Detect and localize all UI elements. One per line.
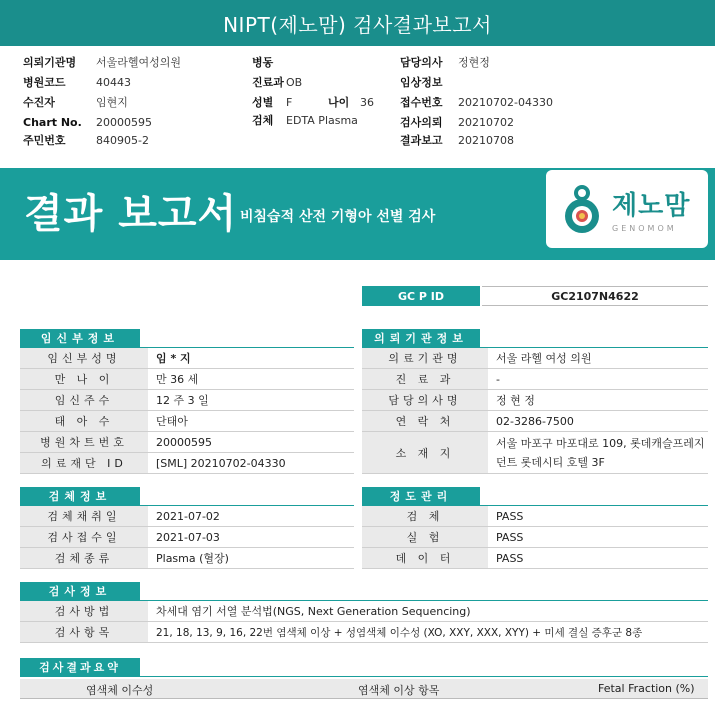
table-row [20,369,354,390]
header-value: 36 [360,96,374,109]
table-row [362,411,708,432]
row-label: 검체채취일 [20,506,148,526]
table-row [20,527,354,548]
header-label: 의뢰기관명 [23,56,77,69]
row-value: 21, 18, 13, 9, 16, 22번 염색체 이상 + 성염색체 이수성 (XO, XXY, XXX, XYY) + 미세 결실 증후군 8종 [156,626,643,639]
header-value: 20210702 [458,116,514,129]
row-value: PASS [496,551,524,565]
genomom-logo-icon [558,182,606,236]
table-row [362,506,708,527]
header-label: 접수번호 [400,96,443,109]
section-qc-title: 정도관리 [362,487,480,505]
header-value: OB [286,76,303,89]
header-label: 주민번호 [23,134,66,147]
table-row [20,432,354,453]
row-value: [SML] 20210702-04330 [156,456,286,470]
table-row [362,390,708,411]
header-label: 수진자 [23,96,55,109]
row-label: 실 험 [362,527,488,547]
header-label: 결과보고 [400,134,443,147]
report-title: NIPT(제노맘) 검사결과보고서 [0,0,715,46]
row-value: 서울 마포구 마포대로 109, 롯데캐슬프레지 [496,437,705,450]
header-value: 20210702-04330 [458,96,553,109]
banner-subtitle: 비침습적 산전 기형아 선별 검사 [240,209,436,225]
gcpid-value: GC2107N4622 [482,286,708,306]
section-specimen-title: 검체정보 [20,487,140,505]
summary-col-abnormal-items: 염색체 이상 항목 [358,684,440,697]
header-label: 진료과 [252,76,284,89]
header-value: 서울라헬여성의원 [96,56,182,69]
gcpid-label: GC P ID [362,286,480,306]
header-row [0,94,240,112]
row-value-line2: 던트 롯데시티 호텔 3F [496,456,605,469]
row-label: 태 아 수 [20,411,148,431]
header-label: 검체 [252,114,274,127]
row-value: 차세대 염기 서열 분석법(NGS, Next Generation Sequencing) [156,605,471,618]
summary-header-row [20,679,708,699]
table-row [20,453,354,474]
summary-col-fetal-fraction: Fetal Fraction (%) [598,682,695,695]
table-row [20,506,354,527]
table-row [20,348,354,369]
header-row [238,74,398,92]
table-row [362,548,708,569]
summary-col-aneuploidy: 염색체 이수성 [86,684,154,697]
row-value: 만 36 세 [156,373,199,386]
header-row [400,132,700,150]
row-value: - [496,372,500,386]
header-value: 40443 [96,76,131,89]
section-institution-title: 의뢰기관정보 [362,329,480,347]
header-label: Chart No. [23,116,82,129]
row-value: 단태아 [156,415,188,428]
table-row [20,548,354,569]
header-label: 성별 [252,96,274,109]
row-label: 진 료 과 [362,369,488,389]
header-label: 임상정보 [400,76,443,89]
row-label: 검사항목 [20,622,148,642]
header-value: 정현정 [458,56,490,69]
table-row [20,411,354,432]
row-value: 임 * 지 [156,352,191,365]
table-row [362,432,708,474]
row-label: 만 나 이 [20,369,148,389]
logo-subtext: GENOMOM [612,224,677,233]
row-label: 소 재 지 [362,432,488,473]
row-label: 검사방법 [20,601,148,621]
section-summary-title: 검사결과요약 [20,658,140,676]
row-label: 연 락 처 [362,411,488,431]
row-label: 의료기관명 [362,348,488,368]
row-value: 02-3286-7500 [496,414,574,428]
header-value: 20000595 [96,116,152,129]
header-row [400,54,700,72]
header-row [0,74,240,92]
header-label: 검사의뢰 [400,116,443,129]
logo-text: 제노맘 [612,191,691,221]
table-row [20,622,708,643]
header-label: 담당의사 [400,56,443,69]
header-value: F [286,96,293,109]
section-divider [20,676,708,677]
row-label: 검체종류 [20,548,148,568]
row-label: 데 이 터 [362,548,488,568]
row-value: PASS [496,509,524,523]
table-row [362,369,708,390]
header-row [0,54,240,72]
header-label: 나이 [328,96,350,109]
row-value: 2021-07-03 [156,530,220,544]
row-value: 서울 라헬 여성 의원 [496,352,592,365]
table-row [362,527,708,548]
table-row [20,601,708,622]
header-value: 임현지 [96,96,128,109]
header-row [400,114,700,132]
header-label: 병원코드 [23,76,66,89]
row-value: PASS [496,530,524,544]
banner-title: 결과 보고서 [24,191,238,237]
row-value: 2021-07-02 [156,509,220,523]
row-value: Plasma (혈장) [156,552,229,565]
row-label: 병원차트번호 [20,432,148,452]
genomom-logo [546,170,708,248]
header-value: 20210708 [458,134,514,147]
row-value: 20000595 [156,435,212,449]
row-label: 검사접수일 [20,527,148,547]
header-value: EDTA Plasma [286,114,358,127]
row-value: 정 현 정 [496,394,535,407]
header-row [238,54,398,72]
header-row [400,94,700,112]
row-value: 12 주 3 일 [156,394,209,407]
header-row [0,132,240,150]
header-value: 840905-2 [96,134,149,147]
row-label: 담당의사명 [362,390,488,410]
row-label: 임신부성명 [20,348,148,368]
header-row [400,74,700,92]
row-label: 임신주수 [20,390,148,410]
header-info [0,54,715,154]
section-pregnant-title: 임신부정보 [20,329,140,347]
row-label: 검 체 [362,506,488,526]
table-row [20,390,354,411]
section-test-title: 검사정보 [20,582,140,600]
header-label: 병동 [252,56,274,69]
header-row [238,94,398,112]
header-row [238,112,398,130]
table-row [362,348,708,369]
header-row [0,114,240,132]
row-label: 의료재단 ID [20,453,148,473]
